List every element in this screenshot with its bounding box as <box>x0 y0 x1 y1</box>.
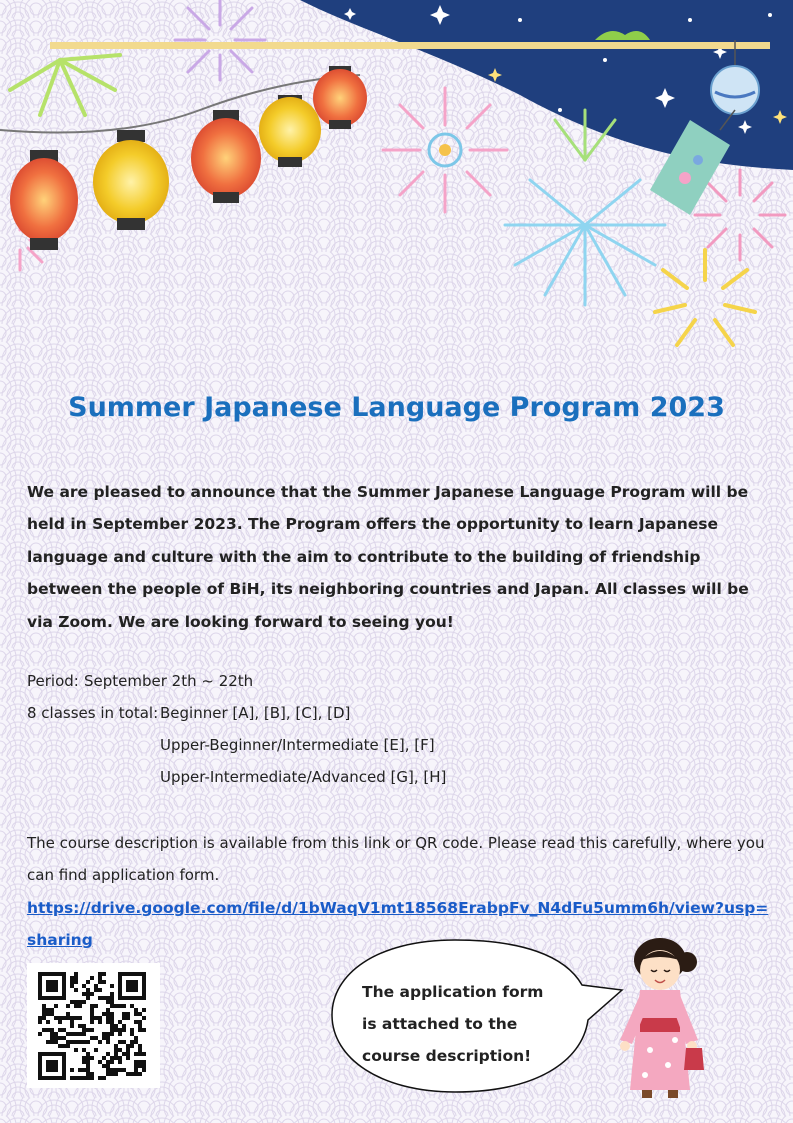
speech-bubble-text: The application form is attached to the course description! <box>362 983 544 1065</box>
classes-label: 8 classes in total: <box>27 704 159 722</box>
qr-code-icon <box>27 963 160 1088</box>
period-label: Period: <box>27 672 79 690</box>
intro-paragraph: We are pleased to announce that the Summer Japanese Language Program will be held in September 2023. The Program offers the opportunity to learn Japanese language and culture with the aim to contribute to the building of friendship between the people of BiH, its neighboring countries and Japan. All classes will be via Zoom. We are looking forward to seeing you! <box>27 483 749 631</box>
period-value: September 2th ~ 22th <box>84 672 254 690</box>
class-row-upper-beginner: Upper-Beginner/Intermediate [E], [F] <box>160 736 435 754</box>
class-row-upper-intermediate: Upper-Intermediate/Advanced [G], [H] <box>160 768 447 786</box>
course-description-link[interactable]: https://drive.google.com/file/d/1bWaqV1mt18568ErabpFv_N4dFu5umm6h/view?usp=sharing <box>27 899 769 949</box>
page-title: Summer Japanese Language Program 2023 <box>68 392 725 423</box>
class-row-beginner: Beginner [A], [B], [C], [D] <box>160 704 351 722</box>
course-description-text: The course description is available from this link or QR code. Please read this carefully, where you can find application form. <box>27 834 765 884</box>
